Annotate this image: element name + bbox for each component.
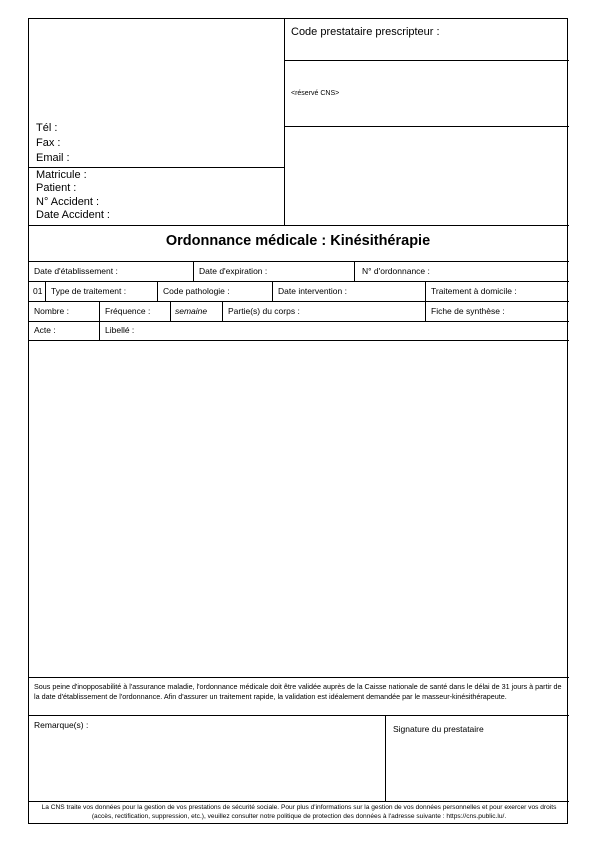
fax-label: Fax :: [36, 137, 61, 149]
code-prestataire-label: Code prestataire prescripteur :: [291, 26, 440, 38]
cell-divider: [157, 281, 158, 301]
page-title: Ordonnance médicale : Kinésithérapie: [165, 233, 431, 249]
signature-area[interactable]: [386, 737, 568, 799]
row-rule: [29, 301, 569, 302]
numero-ordonnance-field[interactable]: N° d'ordonnance :: [362, 266, 430, 276]
cell-divider: [45, 281, 46, 301]
cell-divider: [99, 321, 100, 340]
date-etablissement-field[interactable]: Date d'établissement :: [34, 266, 118, 276]
signature-label: Signature du prestataire: [393, 724, 484, 734]
tel-label: Tél :: [36, 122, 58, 134]
parties-corps-field[interactable]: Partie(s) du corps :: [228, 306, 300, 316]
notice-rule: [29, 715, 569, 716]
privacy-footer: La CNS traite vos données pour la gestion de vos prestations de sécurité sociale. Pour plus d'informations sur la gestion de vos données personnelles et pour exercer vos droits (accès, rectification, suppression, etc.), veuillez consulter notre politique de protection des données à l'adresse suivante : https://cns.public.lu/.: [41, 804, 557, 820]
acte-field[interactable]: Acte :: [34, 325, 56, 335]
email-label: Email :: [36, 152, 70, 164]
code-pathologie-field[interactable]: Code pathologie :: [163, 286, 230, 296]
cell-divider: [354, 261, 355, 281]
libelle-field[interactable]: Libellé :: [105, 325, 135, 335]
title-rule-top: [29, 225, 569, 226]
row-rule: [29, 281, 569, 282]
frequence-field[interactable]: Fréquence :: [105, 306, 151, 316]
notice-rule: [29, 677, 569, 678]
remarques-label: Remarque(s) :: [34, 720, 89, 730]
fiche-synthese-field[interactable]: Fiche de synthèse :: [431, 306, 505, 316]
prescription-form: [28, 18, 568, 824]
cell-divider: [425, 281, 426, 301]
header-divider: [284, 19, 285, 225]
reserve-cns-label: <réservé CNS>: [291, 90, 340, 97]
patient-label: Patient :: [36, 182, 77, 195]
patient-block: [36, 169, 110, 222]
cell-divider: [222, 301, 223, 321]
footer-rule: [29, 801, 569, 802]
header-rule: [284, 60, 569, 61]
date-accident-label: Date Accident :: [36, 208, 110, 221]
date-intervention-field[interactable]: Date intervention :: [278, 286, 347, 296]
nombre-field[interactable]: Nombre :: [34, 306, 69, 316]
header-rule: [29, 167, 284, 168]
frequence-unit: semaine: [175, 306, 208, 316]
row-rule: [29, 321, 569, 322]
remarques-area[interactable]: [29, 733, 385, 799]
cell-divider: [193, 261, 194, 281]
validation-notice: Sous peine d'inopposabilité à l'assurance maladie, l'ordonnance médicale doit être validée auprès de la Caisse nationale de santé dans le délai de 31 jours à partir de la date d'établissement de l'ordonnance. Afin d'assurer un traitement rapide, la validation est idéalement demandée par le masseur-kinésithérapeute.: [34, 682, 562, 701]
traitement-domicile-field[interactable]: Traitement à domicile :: [431, 286, 517, 296]
prescription-body-area[interactable]: [29, 341, 569, 677]
type-traitement-field[interactable]: Type de traitement :: [51, 286, 127, 296]
accident-number-label: N° Accident :: [36, 195, 100, 208]
title-rule-bottom: [29, 261, 569, 262]
cell-divider: [425, 301, 426, 321]
cell-divider: [170, 301, 171, 321]
cell-divider: [99, 301, 100, 321]
matricule-label: Matricule :: [36, 169, 87, 181]
line-index: 01: [33, 286, 43, 296]
date-expiration-field[interactable]: Date d'expiration :: [199, 266, 268, 276]
cell-divider: [272, 281, 273, 301]
header-rule: [284, 126, 569, 127]
